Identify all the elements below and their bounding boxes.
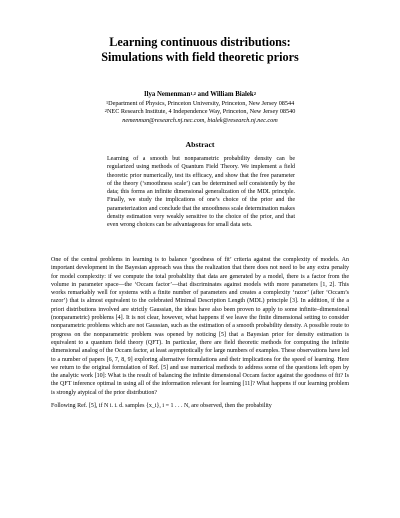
author-conjunction: and bbox=[195, 91, 211, 98]
body-text bbox=[51, 256, 349, 410]
author-emails: nemenman@research.nj.nec.com, bialek@research.nj.nec.com bbox=[122, 116, 278, 124]
body-paragraph-2: Following Ref. [5], if N i. i. d. samples {x_i}, i = 1 . . . N, are observed, then the probability bbox=[51, 403, 272, 410]
affiliation-2-text: NEC Research Institute, 4 Independence Way, Princeton, New Jersey 08540 bbox=[106, 108, 296, 116]
author-2: William Bialek bbox=[210, 91, 254, 98]
title-line-2: Simulations with field theoretic priors bbox=[101, 50, 299, 64]
abstract-heading: Abstract bbox=[185, 140, 215, 149]
title-line-1: Learning continuous distributions: bbox=[109, 35, 291, 49]
affiliation-1 bbox=[0, 100, 400, 108]
paper-title bbox=[0, 35, 400, 65]
author-line bbox=[0, 90, 400, 99]
body-paragraph-1: One of the central problems in learning is to balance ‘goodness of fit’ criteria against the complexity of models. An important development in the Bayesian approach was thus the realization that there does not need to be any extra penalty for model complexity: if we compute the total probability that data are generated by a model, there is a factor from the volume in parameter space—the ‘Occam factor’—that discriminates against models with more parameters [1, 2]. This works remarkably well for systems with a finite number of parameters and creates a complexity ‘razor’ (after ‘Occam’s razor’) that is almost equivalent to the celebrated Minimal Description Length (MDL) principle [3]. In addition, if the a priori distributions involved are strictly Gaussian, the ideas have also been proven to apply to some infinite–dimensional (nonparametric) problems [4]. It is not clear, however, what happens if we leave the finite dimensional setting to consider nonparametric problems which are not Gaussian, such as the estimation of a smooth probability density. A possible route to progress on the nonparametric problem was opened by noticing [5] that a Bayesian prior for density estimation is equivalent to a quantum field theory (QFT). In particular, there are field theoretic methods for computing the infinite dimensional analog of the Occam factor, at least asymptotically for large numbers of examples. These observations have led to a number of papers [6, 7, 8, 9] exploring alternative formulations and their implications for the speed of learning. Here we return to the original formulation of Ref. [5] and use numerical methods to address some of the questions left open by the analytic work [10]: What is the result of balancing the infinite dimensional Occam factor against the goodness of fit? Is the QFT inference optimal in using all of the information relevant for learning [11]? What happens if our learning problem is strongly atypical of the prior distribution? bbox=[51, 257, 349, 396]
affiliation-1-text: Department of Physics, Princeton University, Princeton, New Jersey 08544 bbox=[108, 100, 295, 107]
affiliations bbox=[0, 100, 400, 125]
author-1: Ilya Nemenman bbox=[143, 91, 191, 98]
abstract-text: Learning of a smooth but nonparametric probability density can be regularized using methods of Quantum Field Theory. We implement a field theoretic prior numerically, test its efficacy, and show that the free parameter of the theory (‘smoothness scale’) can be determined self consistently by the data; this forms an infinite dimensional generalization of the MDL principle. Finally, we study the implications of one’s choice of the prior and the parameterization and conclude that the smoothness scale determination makes density estimation very weakly sensitive to the choice of the prior, and that even wrong choices can be advantageous for small data sets. bbox=[107, 156, 295, 229]
author-1-affiliation-mark: 1,2 bbox=[190, 91, 196, 96]
affiliation-2-mark: 2 bbox=[104, 108, 107, 114]
affiliation-1-mark: 1 bbox=[105, 100, 109, 105]
affiliation-2 bbox=[0, 108, 400, 116]
author-2-affiliation-mark: 2 bbox=[253, 91, 257, 96]
